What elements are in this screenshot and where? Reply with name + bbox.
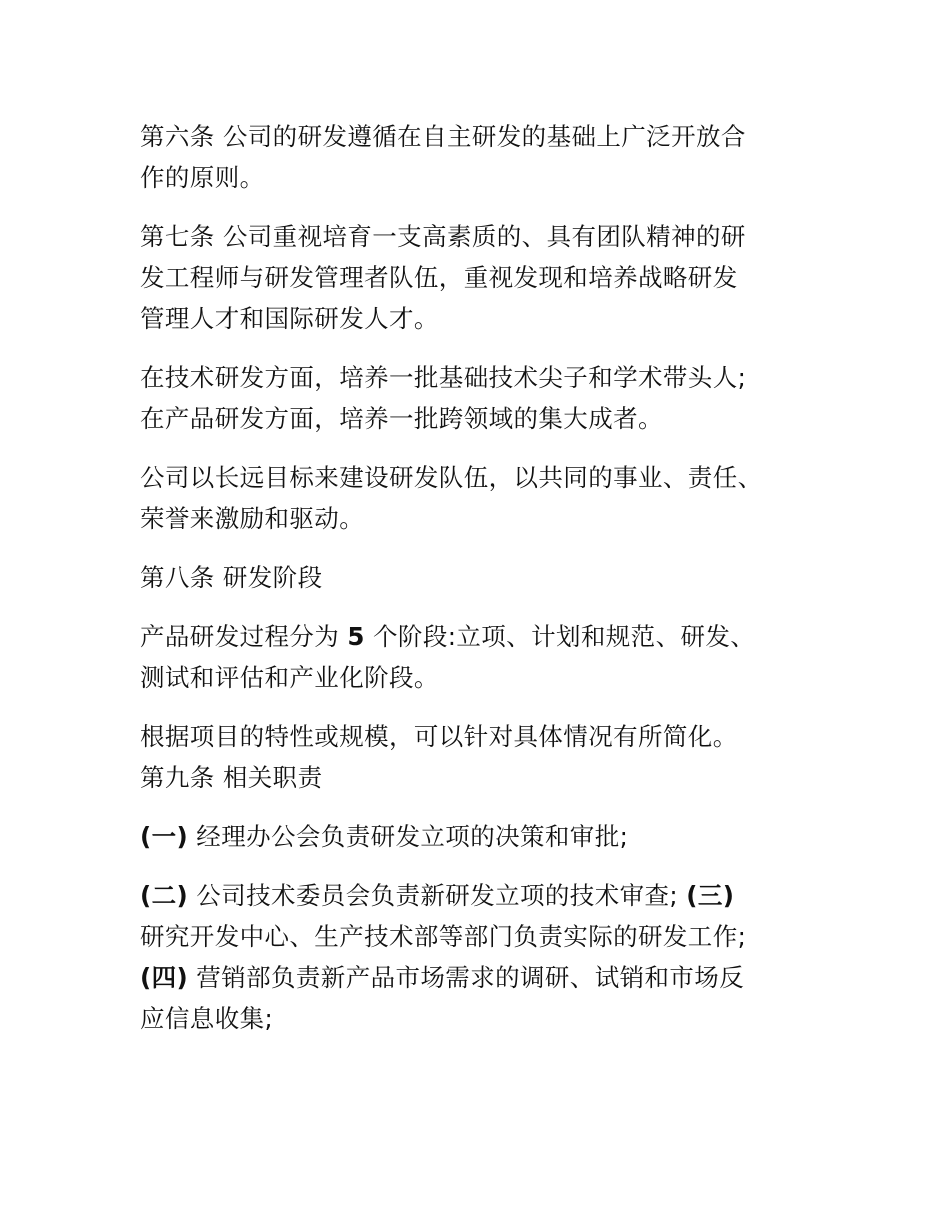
article-6-paragraph bbox=[140, 116, 812, 198]
text-line: 发工程师与研发管理者队伍，重视发现和培养战略研发 bbox=[140, 263, 738, 292]
text-line: 在技术研发方面，培养一批基础技术尖子和学术带头人; bbox=[140, 363, 747, 392]
team-building-paragraph bbox=[140, 457, 812, 539]
simplification-paragraph bbox=[140, 716, 812, 798]
talent-paragraph bbox=[140, 357, 812, 439]
text-line: 第九条 相关职责 bbox=[140, 763, 323, 792]
text-line: 第八条 研发阶段 bbox=[140, 563, 323, 592]
text-line: 在产品研发方面，培养一批跨领域的集大成者。 bbox=[140, 404, 663, 433]
article-7-paragraph bbox=[140, 216, 812, 339]
text-line: 公司以长远目标来建设研发队伍，以共同的事业、责任、 bbox=[140, 463, 763, 492]
stage-count: 5 bbox=[347, 622, 365, 651]
text-line: 荣誉来激励和驱动。 bbox=[140, 504, 365, 533]
article-8-heading bbox=[140, 557, 812, 598]
text-line: 第七条 公司重视培育一支高素质的、具有团队精神的研 bbox=[140, 222, 746, 251]
stages-paragraph bbox=[140, 616, 812, 698]
text-line: 管理人才和国际研发人才。 bbox=[140, 304, 439, 333]
text-line: 研究开发中心、生产技术部等部门负责实际的研发工作; bbox=[140, 922, 747, 951]
duty-1-paragraph bbox=[140, 816, 812, 857]
text-line: 应信息收集; bbox=[140, 1004, 274, 1033]
text-line-duty-2: (二) 公司技术委员会负责新研发立项的技术审查; (三) bbox=[140, 881, 735, 910]
text-line: 作的原则。 bbox=[140, 163, 265, 192]
text-line-stages: 产品研发过程分为 5 个阶段:立项、计划和规范、研发、 bbox=[140, 622, 756, 651]
text-line-duty-4: (四) 营销部负责新产品市场需求的调研、试销和市场反 bbox=[140, 963, 745, 992]
text-line: 测试和评估和产业化阶段。 bbox=[140, 663, 439, 692]
text-line-duty-1: (一) 经理办公会负责研发立项的决策和审批; bbox=[140, 822, 629, 851]
text-line: 第六条 公司的研发遵循在自主研发的基础上广泛开放合 bbox=[140, 122, 746, 151]
text-line: 根据项目的特性或规模，可以针对具体情况有所简化。 bbox=[140, 722, 738, 751]
document-body bbox=[140, 116, 812, 1039]
duty-2-4-paragraph bbox=[140, 875, 812, 1039]
